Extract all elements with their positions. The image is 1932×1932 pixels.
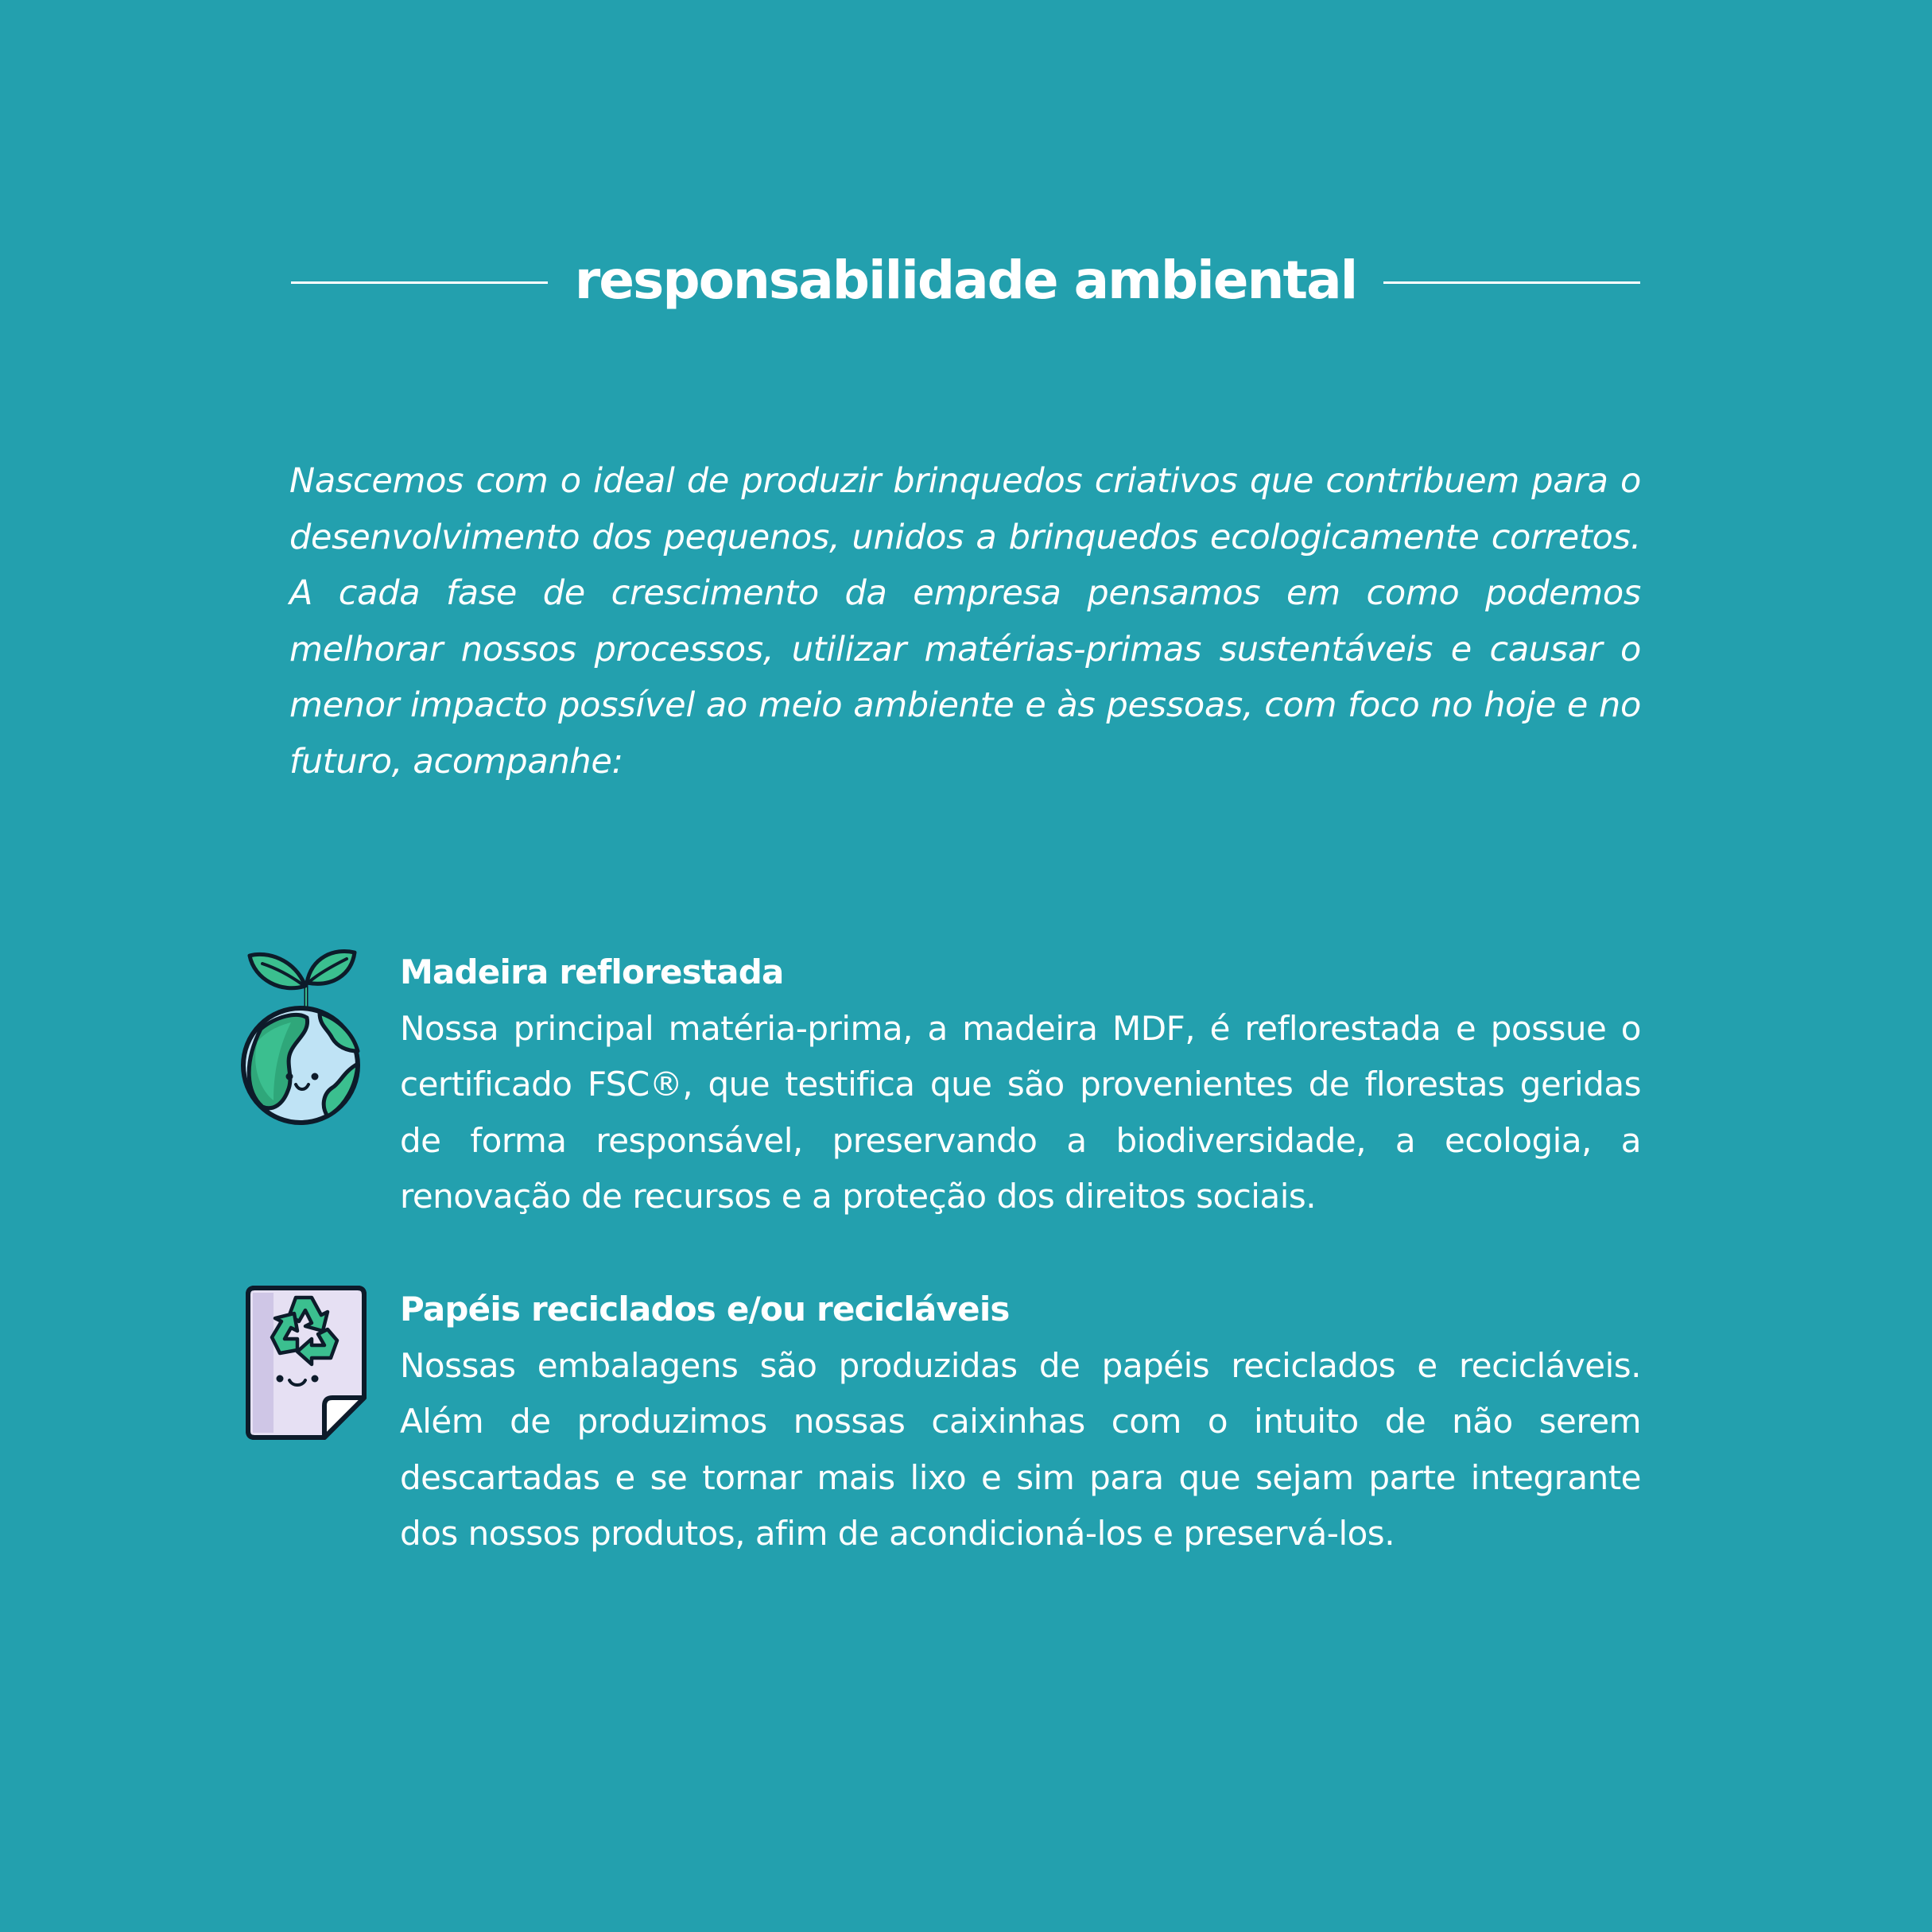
section-text: Nossas embalagens são produzidas de papéis reciclados e recicláveis. Além de produzimos nossas caixinhas com o intuito de não serem descartadas e se tornar mais lixo e sim para que sejam parte integrante dos nossos produtos, afim de acondicioná-los e preservá-los. (400, 1345, 1641, 1553)
section-text: Nossa principal matéria-prima, a madeira MDF, é reflorestada e possue o certificado FSC®, que testifica que são provenientes de florestas geridas de forma responsável, preservando a biodiversidade, a ecologia, a renovação de recursos e a proteção dos direitos sociais. (400, 1008, 1641, 1216)
title-row (291, 239, 1640, 326)
section-heading: Madeira reflorestada (400, 952, 784, 991)
section-body (400, 945, 1641, 1225)
recycled-paper-icon (239, 1282, 374, 1472)
section-heading: Papéis reciclados e/ou recicláveis (400, 1290, 1010, 1329)
intro-paragraph: Nascemos com o ideal de produzir brinquedos criativos que contribuem para o desenvolvimento dos pequenos, unidos a brinquedos ecologicamente corretos. A cada fase de crescimento da empresa pensamos em como podemos melhorar nossos processos, utilizar matérias-primas sustentáveis e causar o menor impacto possível ao meio ambiente e às pessoas, com foco no hoje e no futuro, acompanhe: (289, 461, 1641, 782)
section-body (400, 1282, 1641, 1562)
title-line-right (1383, 281, 1640, 284)
page-title: responsabilidade ambiental (574, 249, 1357, 311)
earth-sprout-icon (239, 945, 374, 1135)
title-line-left (291, 281, 548, 284)
